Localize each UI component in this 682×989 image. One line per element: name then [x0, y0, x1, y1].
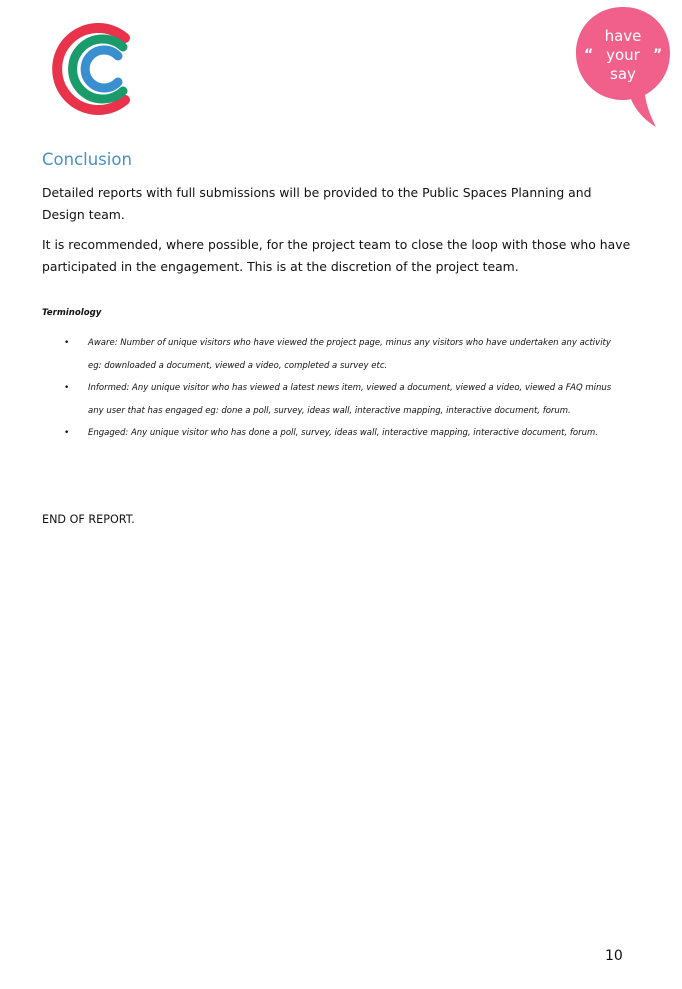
logo-text-say: say [610, 65, 636, 83]
conclusion-paragraph-2: It is recommended, where possible, for the project team to close the loop with those who have participated in the engagement. This is at the discretion of the project team. [42, 237, 631, 274]
conclusion-paragraph-1: Detailed reports with full submissions will be provided to the Public Spaces Planning and Design team. [42, 185, 592, 222]
svg-text:“: “ [584, 47, 594, 63]
c-logo-icon [46, 18, 138, 118]
svg-text:”: ” [653, 47, 663, 63]
page-number: 10 [605, 948, 623, 964]
conclusion-heading: Conclusion [42, 150, 132, 169]
terminology-item-aware [42, 332, 622, 377]
logo-text-your: your [606, 46, 640, 64]
end-of-report: END OF REPORT. [42, 513, 135, 526]
terminology-list [42, 332, 622, 445]
terminology-title: Terminology [42, 308, 102, 318]
terminology-item-text: Informed: Any unique visitor who has viewed a latest news item, viewed a document, viewed a video, viewed a FAQ minus any user that has engaged eg: done a poll, survey, ideas wall, interactive mapping, interactive document, forum. [88, 383, 612, 416]
terminology-item-engaged [42, 422, 622, 445]
bullet-icon: • [64, 338, 70, 348]
terminology-item-text: Aware: Number of unique visitors who have viewed the project page, minus any visitors who have undertaken any activity eg: downloaded a document, viewed a video, completed a survey etc. [88, 338, 611, 371]
have-your-say-icon [573, 5, 673, 129]
bullet-icon: • [64, 428, 70, 438]
terminology-item-text: Engaged: Any unique visitor who has done a poll, survey, ideas wall, interactive mapping, interactive document, forum. [88, 428, 598, 438]
terminology-item-informed [42, 377, 622, 422]
bullet-icon: • [64, 383, 70, 393]
logo-text-have: have [604, 27, 642, 45]
